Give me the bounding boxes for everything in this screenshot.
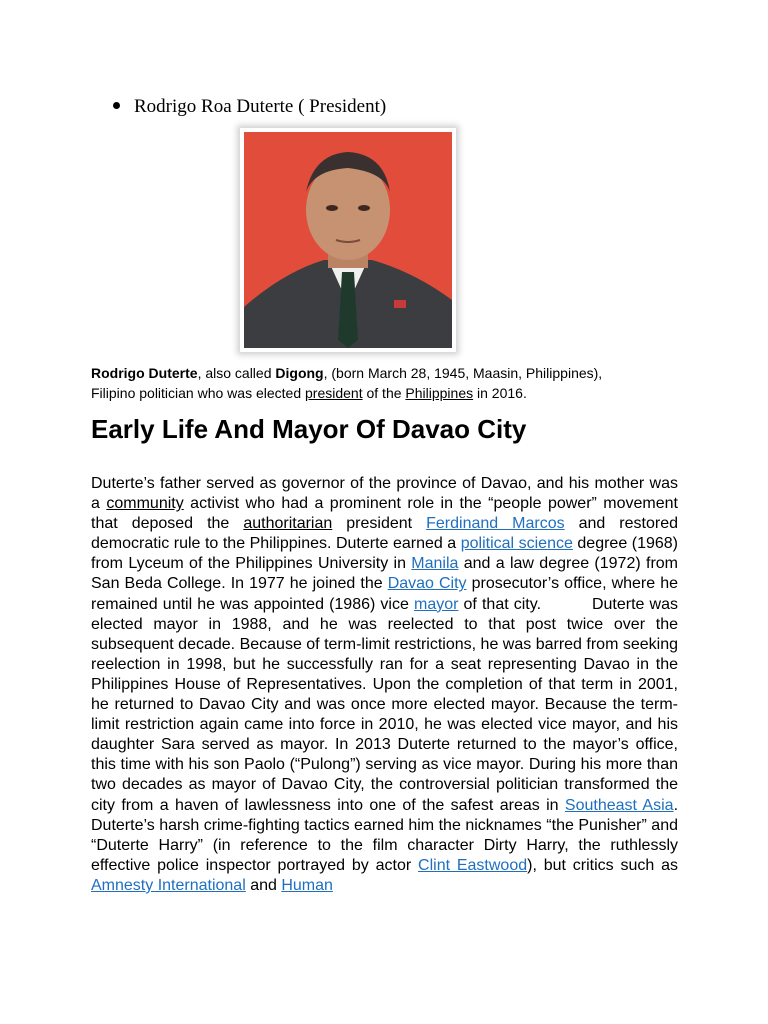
link-ferdinand-marcos[interactable]: Ferdinand Marcos [426,515,565,533]
body-text: activist who had a prominent role in the “people power” movement that deposed the [91,495,679,533]
caption-text: Filipino politician who was elected [91,385,305,401]
link-mayor[interactable]: mayor [413,595,459,613]
bullet-item [113,94,386,120]
link-southeast-asia[interactable]: Southeast Asia [564,796,674,814]
section-heading: Early Life And Mayor Of Davao City [91,414,527,444]
caption-text: in 2016. [473,385,527,401]
body-text: Duterte’s father served as governor of the province of Davao, and his mother was a [91,475,678,513]
link-authoritarian[interactable]: authoritarian [243,515,333,533]
body-text: ), but critics such as [527,856,679,874]
link-political-science[interactable]: political science [460,535,573,553]
photo-caption [91,363,681,403]
portrait-photo [240,128,456,352]
body-text: . Duterte’s harsh crime-fighting tactics earned him the nicknames “the Punisher” and “Duterte Harry” (in reference to the film character Dirty Harry, the ruthlessly effective police inspector portrayed by actor [91,796,679,874]
body-text: degree (1968) from Lyceum of the Philippines University in [91,535,678,573]
body-text: prosecutor’s office, where he remained until he was appointed (1986) vice [91,575,679,613]
link-clint-eastwood[interactable]: Clint Eastwood [418,856,528,874]
link-community[interactable]: community [106,495,184,513]
article-body [91,474,683,896]
link-human[interactable]: Human [281,876,333,894]
body-text: and [245,876,282,894]
bullet-dot-icon [113,102,120,109]
caption-text: , also called [197,365,276,381]
link-manila[interactable]: Manila [411,555,459,573]
body-text: and restored democratic rule to the Philippines. Duterte earned a [91,515,678,553]
caption-name: Rodrigo Duterte [91,365,198,381]
link-philippines[interactable]: Philippines [405,385,474,401]
link-president[interactable]: president [305,385,363,401]
link-davao-city[interactable]: Davao City [387,575,467,593]
link-amnesty-international[interactable]: Amnesty International [91,876,246,894]
caption-text: of the [362,385,406,401]
portrait-photo-icon [244,132,452,348]
bullet-text: Rodrigo Roa Duterte ( President) [134,96,387,117]
body-text: and a law degree (1972) from San Beda College. In 1977 he joined the [91,555,679,593]
body-text: of that city. Duterte was elected mayor in 1988, and he was reelected to that post twice over the subsequent decade. Because of term-limit restrictions, he was barred from seeking reelection in 1998, but he successfully ran for a seat representing Davao in the Philippines House of Representatives. Upon the completion of that term in 2001, he returned to Davao City and was once more elected mayor. Because the term-limit restriction again came into force in 2010, he was elected vice mayor, and his daughter Sara served as mayor. In 2013 Duterte returned to the mayor’s office, this time with his son Paolo (“Pulong”) serving as vice mayor. During his more than two decades as mayor of Davao City, the controversial politician transformed the city from a haven of lawlessness into one of the safest areas in [91,595,683,814]
caption-text: , (born March 28, 1945, Maasin, Philippines), [323,365,603,381]
caption-nickname: Digong [275,365,324,381]
body-text: president [332,515,427,533]
